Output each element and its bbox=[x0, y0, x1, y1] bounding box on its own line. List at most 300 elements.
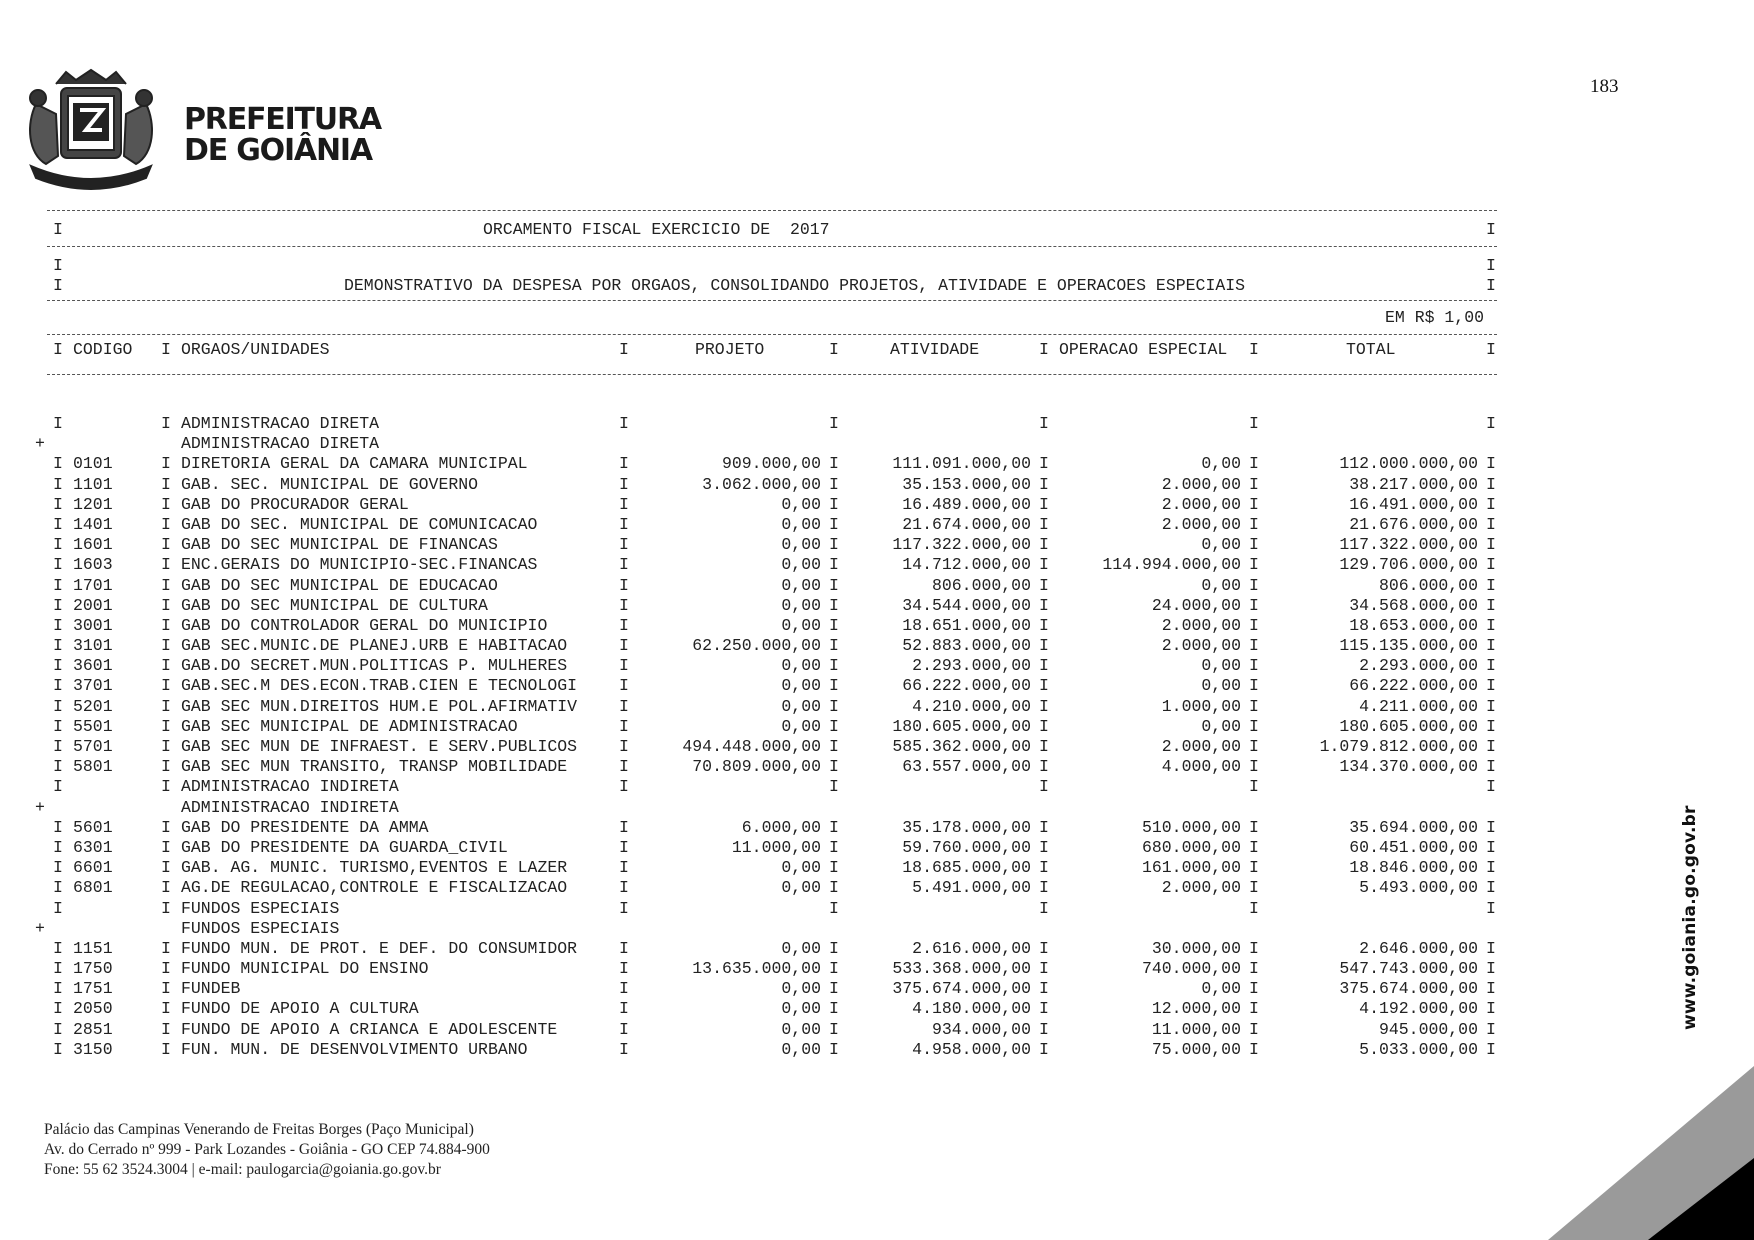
row-code: 5701 bbox=[73, 737, 113, 756]
border-mark: I bbox=[161, 555, 171, 575]
border-mark: I bbox=[1039, 878, 1049, 898]
border-mark: I bbox=[1249, 716, 1259, 736]
row-operacao: 0,00 bbox=[1201, 454, 1241, 474]
row-atividade: 4.958.000,00 bbox=[912, 1039, 1031, 1059]
row-name: FUNDEB bbox=[181, 979, 241, 999]
footer-line-1: Palácio das Campinas Venerando de Freitas Borges (Paço Municipal) bbox=[44, 1121, 474, 1138]
row-name: GAB DO PRESIDENTE DA GUARDA_CIVIL bbox=[181, 837, 508, 857]
row-total: 16.491.000,00 bbox=[1349, 494, 1478, 514]
border-mark: I bbox=[1486, 454, 1496, 474]
row-atividade: 111.091.000,00 bbox=[892, 454, 1031, 474]
expand-mark: + bbox=[35, 434, 45, 454]
row-total: 2.646.000,00 bbox=[1359, 938, 1478, 958]
border-mark: I bbox=[1249, 858, 1259, 878]
border-mark: I bbox=[1039, 737, 1049, 756]
border-mark: I bbox=[1486, 414, 1496, 433]
border-mark: I bbox=[1039, 494, 1049, 514]
row-projeto: 0,00 bbox=[781, 878, 821, 898]
row-operacao: 24.000,00 bbox=[1151, 595, 1241, 615]
border-mark: I bbox=[161, 595, 171, 615]
border-mark: I bbox=[1486, 959, 1496, 979]
row-atividade: 2.616.000,00 bbox=[912, 938, 1031, 958]
row-projeto: 62.250.000,00 bbox=[692, 636, 821, 656]
border-mark: I bbox=[1249, 777, 1259, 797]
expand-mark: + bbox=[35, 918, 45, 938]
border-mark: I bbox=[619, 474, 629, 494]
border-mark: I bbox=[53, 837, 63, 857]
border-mark: I bbox=[53, 696, 63, 716]
row-total: 21.676.000,00 bbox=[1349, 514, 1478, 534]
row-total: 134.370.000,00 bbox=[1339, 757, 1478, 777]
row-total: 2.293.000,00 bbox=[1359, 656, 1478, 676]
border-mark: I bbox=[829, 999, 839, 1019]
row-operacao: 740.000,00 bbox=[1141, 959, 1241, 979]
border-mark: I bbox=[619, 340, 629, 359]
footer-address bbox=[44, 1120, 490, 1180]
border-mark: I bbox=[619, 676, 629, 696]
border-mark: I bbox=[1486, 615, 1496, 635]
row-projeto: 0,00 bbox=[781, 575, 821, 595]
row-name: DIRETORIA GERAL DA CAMARA MUNICIPAL bbox=[181, 454, 528, 474]
border-mark: I bbox=[53, 1019, 63, 1039]
border-mark: I bbox=[829, 938, 839, 958]
border-mark: I bbox=[1486, 256, 1496, 275]
row-name: FUNDO DE APOIO A CRIANCA E ADOLESCENTE bbox=[181, 1019, 558, 1039]
border-mark: I bbox=[1249, 340, 1259, 359]
border-mark: I bbox=[1486, 716, 1496, 736]
border-mark: I bbox=[1486, 777, 1496, 797]
divider bbox=[47, 300, 1497, 301]
border-mark: I bbox=[53, 979, 63, 999]
border-mark: I bbox=[1486, 737, 1496, 756]
border-mark: I bbox=[1249, 1019, 1259, 1039]
border-mark: I bbox=[161, 757, 171, 777]
row-total: 945.000,00 bbox=[1378, 1019, 1478, 1039]
row-atividade: 4.210.000,00 bbox=[912, 696, 1031, 716]
border-mark: I bbox=[161, 656, 171, 676]
row-atividade: 5.491.000,00 bbox=[912, 878, 1031, 898]
row-code: 3701 bbox=[73, 676, 113, 696]
border-mark: I bbox=[829, 858, 839, 878]
border-mark: I bbox=[1486, 757, 1496, 777]
row-operacao: 0,00 bbox=[1201, 656, 1241, 676]
border-mark: I bbox=[53, 414, 63, 433]
row-total: 5.493.000,00 bbox=[1359, 878, 1478, 898]
row-projeto: 0,00 bbox=[781, 595, 821, 615]
row-code: 1751 bbox=[73, 979, 113, 999]
border-mark: I bbox=[1039, 938, 1049, 958]
border-mark: I bbox=[1039, 454, 1049, 474]
border-mark: I bbox=[1486, 535, 1496, 555]
border-mark: I bbox=[1249, 414, 1259, 433]
divider bbox=[47, 374, 1497, 375]
row-atividade: 21.674.000,00 bbox=[902, 514, 1031, 534]
row-name: ENC.GERAIS DO MUNICIPIO-SEC.FINANCAS bbox=[181, 555, 538, 575]
row-name: GAB SEC.MUNIC.DE PLANEJ.URB E HABITACAO bbox=[181, 636, 568, 656]
border-mark: I bbox=[161, 938, 171, 958]
border-mark: I bbox=[1249, 555, 1259, 575]
row-total: 115.135.000,00 bbox=[1339, 636, 1478, 656]
border-mark: I bbox=[53, 555, 63, 575]
border-mark: I bbox=[619, 737, 629, 756]
row-projeto: 0,00 bbox=[781, 999, 821, 1019]
border-mark: I bbox=[619, 454, 629, 474]
border-mark: I bbox=[161, 696, 171, 716]
border-mark: I bbox=[53, 474, 63, 494]
border-mark: I bbox=[1039, 514, 1049, 534]
border-mark: I bbox=[1249, 878, 1259, 898]
border-mark: I bbox=[1039, 636, 1049, 656]
brand-line-2: DE GOIÂNIA bbox=[184, 133, 372, 168]
border-mark: I bbox=[1249, 837, 1259, 857]
border-mark: I bbox=[161, 494, 171, 514]
footer-line-2: Av. do Cerrado nº 999 - Park Lozandes - Goiânia - GO CEP 74.884-900 bbox=[44, 1141, 490, 1158]
row-atividade: 52.883.000,00 bbox=[902, 636, 1031, 656]
website-url: www.goiania.go.gov.br bbox=[1680, 805, 1700, 1030]
row-name: GAB DO PROCURADOR GERAL bbox=[181, 494, 409, 514]
group-label: ADMINISTRACAO INDIRETA bbox=[181, 777, 399, 797]
currency-unit: EM R$ 1,00 bbox=[1385, 308, 1485, 327]
row-total: 18.846.000,00 bbox=[1349, 858, 1478, 878]
border-mark: I bbox=[161, 999, 171, 1019]
border-mark: I bbox=[1039, 716, 1049, 736]
border-mark: I bbox=[619, 938, 629, 958]
border-mark: I bbox=[161, 575, 171, 595]
border-mark: I bbox=[1249, 454, 1259, 474]
report-title: ORCAMENTO FISCAL EXERCICIO DE 2017 bbox=[483, 220, 830, 239]
border-mark: I bbox=[1039, 696, 1049, 716]
page-number: 183 bbox=[1590, 76, 1619, 97]
row-code: 1601 bbox=[73, 535, 113, 555]
row-projeto: 0,00 bbox=[781, 615, 821, 635]
row-total: 1.079.812.000,00 bbox=[1319, 737, 1478, 756]
border-mark: I bbox=[1039, 656, 1049, 676]
row-atividade: 59.760.000,00 bbox=[902, 837, 1031, 857]
border-mark: I bbox=[1486, 898, 1496, 918]
border-mark: I bbox=[53, 256, 63, 275]
border-mark: I bbox=[1249, 817, 1259, 837]
border-mark: I bbox=[1249, 575, 1259, 595]
border-mark: I bbox=[1039, 595, 1049, 615]
border-mark: I bbox=[53, 959, 63, 979]
row-projeto: 0,00 bbox=[781, 535, 821, 555]
border-mark: I bbox=[1486, 696, 1496, 716]
divider bbox=[47, 210, 1497, 211]
border-mark: I bbox=[53, 494, 63, 514]
row-code: 5501 bbox=[73, 716, 113, 736]
border-mark: I bbox=[1486, 340, 1496, 359]
border-mark: I bbox=[1486, 636, 1496, 656]
border-mark: I bbox=[1486, 817, 1496, 837]
border-mark: I bbox=[161, 858, 171, 878]
border-mark: I bbox=[53, 454, 63, 474]
border-mark: I bbox=[619, 696, 629, 716]
border-mark: I bbox=[829, 656, 839, 676]
border-mark: I bbox=[1486, 878, 1496, 898]
row-projeto: 494.448.000,00 bbox=[682, 737, 821, 756]
border-mark: I bbox=[1249, 757, 1259, 777]
row-atividade: 16.489.000,00 bbox=[902, 494, 1031, 514]
border-mark: I bbox=[161, 535, 171, 555]
row-atividade: 35.178.000,00 bbox=[902, 817, 1031, 837]
border-mark: I bbox=[1249, 474, 1259, 494]
row-projeto: 0,00 bbox=[781, 1039, 821, 1059]
border-mark: I bbox=[161, 1019, 171, 1039]
border-mark: I bbox=[1039, 474, 1049, 494]
row-operacao: 2.000,00 bbox=[1161, 737, 1241, 756]
group-label: ADMINISTRACAO DIRETA bbox=[181, 414, 380, 433]
border-mark: I bbox=[1039, 817, 1049, 837]
border-mark: I bbox=[1039, 898, 1049, 918]
border-mark: I bbox=[53, 615, 63, 635]
row-code: 6301 bbox=[73, 837, 113, 857]
border-mark: I bbox=[619, 878, 629, 898]
border-mark: I bbox=[161, 817, 171, 837]
row-projeto: 3.062.000,00 bbox=[702, 474, 821, 494]
border-mark: I bbox=[1249, 535, 1259, 555]
footer-line-3: Fone: 55 62 3524.3004 | e-mail: paulogarcia@goiania.go.gov.br bbox=[44, 1161, 441, 1178]
border-mark: I bbox=[1486, 575, 1496, 595]
row-total: 35.694.000,00 bbox=[1349, 817, 1478, 837]
border-mark: I bbox=[1039, 777, 1049, 797]
border-mark: I bbox=[1486, 858, 1496, 878]
row-projeto: 13.635.000,00 bbox=[692, 959, 821, 979]
row-name: FUN. MUN. DE DESENVOLVIMENTO URBANO bbox=[181, 1039, 528, 1059]
border-mark: I bbox=[829, 1039, 839, 1059]
border-mark: I bbox=[161, 474, 171, 494]
row-operacao: 2.000,00 bbox=[1161, 514, 1241, 534]
city-seal-icon bbox=[16, 64, 166, 194]
row-code: 6601 bbox=[73, 858, 113, 878]
border-mark: I bbox=[829, 636, 839, 656]
row-operacao: 2.000,00 bbox=[1161, 636, 1241, 656]
border-mark: I bbox=[829, 817, 839, 837]
subgroup-label: ADMINISTRACAO DIRETA bbox=[181, 434, 380, 454]
row-projeto: 0,00 bbox=[781, 938, 821, 958]
border-mark: I bbox=[619, 1039, 629, 1059]
border-mark: I bbox=[829, 514, 839, 534]
border-mark: I bbox=[619, 757, 629, 777]
border-mark: I bbox=[829, 757, 839, 777]
border-mark: I bbox=[1486, 656, 1496, 676]
border-mark: I bbox=[829, 837, 839, 857]
row-projeto: 0,00 bbox=[781, 696, 821, 716]
row-projeto: 0,00 bbox=[781, 514, 821, 534]
border-mark: I bbox=[1249, 959, 1259, 979]
row-name: GAB DO CONTROLADOR GERAL DO MUNICIPIO bbox=[181, 615, 548, 635]
border-mark: I bbox=[161, 615, 171, 635]
border-mark: I bbox=[53, 535, 63, 555]
row-code: 1750 bbox=[73, 959, 113, 979]
border-mark: I bbox=[53, 716, 63, 736]
border-mark: I bbox=[619, 999, 629, 1019]
border-mark: I bbox=[619, 514, 629, 534]
row-total: 117.322.000,00 bbox=[1339, 535, 1478, 555]
row-projeto: 0,00 bbox=[781, 716, 821, 736]
row-atividade: 18.685.000,00 bbox=[902, 858, 1031, 878]
report-subtitle: DEMONSTRATIVO DA DESPESA POR ORGAOS, CONSOLIDANDO PROJETOS, ATIVIDADE E OPERACOES ESPECIAIS bbox=[344, 276, 1246, 295]
border-mark: I bbox=[53, 878, 63, 898]
border-mark: I bbox=[1486, 276, 1496, 295]
row-code: 2851 bbox=[73, 1019, 113, 1039]
border-mark: I bbox=[829, 898, 839, 918]
row-operacao: 12.000,00 bbox=[1151, 999, 1241, 1019]
row-projeto: 11.000,00 bbox=[731, 837, 821, 857]
border-mark: I bbox=[161, 878, 171, 898]
border-mark: I bbox=[1486, 514, 1496, 534]
row-atividade: 375.674.000,00 bbox=[892, 979, 1031, 999]
divider bbox=[47, 246, 1497, 247]
header-projeto: PROJETO bbox=[695, 340, 765, 359]
border-mark: I bbox=[53, 999, 63, 1019]
row-name: FUNDO DE APOIO A CULTURA bbox=[181, 999, 419, 1019]
row-name: GAB.DO SECRET.MUN.POLITICAS P. MULHERES bbox=[181, 656, 568, 676]
group-label: FUNDOS ESPECIAIS bbox=[181, 898, 340, 918]
border-mark: I bbox=[53, 220, 63, 239]
row-operacao: 4.000,00 bbox=[1161, 757, 1241, 777]
border-mark: I bbox=[619, 636, 629, 656]
border-mark: I bbox=[829, 979, 839, 999]
border-mark: I bbox=[829, 1019, 839, 1039]
border-mark: I bbox=[1039, 555, 1049, 575]
border-mark: I bbox=[829, 615, 839, 635]
border-mark: I bbox=[1249, 615, 1259, 635]
border-mark: I bbox=[161, 676, 171, 696]
border-mark: I bbox=[1039, 575, 1049, 595]
row-code: 1401 bbox=[73, 514, 113, 534]
border-mark: I bbox=[161, 716, 171, 736]
border-mark: I bbox=[829, 555, 839, 575]
border-mark: I bbox=[53, 817, 63, 837]
row-total: 66.222.000,00 bbox=[1349, 676, 1478, 696]
border-mark: I bbox=[53, 276, 63, 295]
row-projeto: 0,00 bbox=[781, 676, 821, 696]
row-name: FUNDO MUN. DE PROT. E DEF. DO CONSUMIDOR bbox=[181, 938, 578, 958]
row-code: 5601 bbox=[73, 817, 113, 837]
row-total: 4.192.000,00 bbox=[1359, 999, 1478, 1019]
border-mark: I bbox=[161, 837, 171, 857]
table-header bbox=[47, 340, 1497, 362]
border-mark: I bbox=[1039, 858, 1049, 878]
expand-mark: + bbox=[35, 797, 45, 817]
border-mark: I bbox=[619, 716, 629, 736]
border-mark: I bbox=[829, 494, 839, 514]
border-mark: I bbox=[1039, 959, 1049, 979]
border-mark: I bbox=[829, 716, 839, 736]
row-name: GAB SEC MUN TRANSITO, TRANSP MOBILIDADE bbox=[181, 757, 568, 777]
row-atividade: 806.000,00 bbox=[931, 575, 1031, 595]
border-mark: I bbox=[53, 575, 63, 595]
row-code: 3601 bbox=[73, 656, 113, 676]
border-mark: I bbox=[829, 414, 839, 433]
border-mark: I bbox=[1039, 1019, 1049, 1039]
border-mark: I bbox=[53, 858, 63, 878]
row-total: 547.743.000,00 bbox=[1339, 959, 1478, 979]
row-name: AG.DE REGULACAO,CONTROLE E FISCALIZACAO bbox=[181, 878, 568, 898]
row-code: 1201 bbox=[73, 494, 113, 514]
row-operacao: 510.000,00 bbox=[1141, 817, 1241, 837]
border-mark: I bbox=[1249, 494, 1259, 514]
border-mark: I bbox=[619, 979, 629, 999]
row-code: 3001 bbox=[73, 615, 113, 635]
border-mark: I bbox=[829, 535, 839, 555]
border-mark: I bbox=[619, 615, 629, 635]
row-code: 6801 bbox=[73, 878, 113, 898]
row-operacao: 1.000,00 bbox=[1161, 696, 1241, 716]
border-mark: I bbox=[53, 636, 63, 656]
border-mark: I bbox=[53, 595, 63, 615]
header-atividade: ATIVIDADE bbox=[890, 340, 980, 359]
row-projeto: 0,00 bbox=[781, 656, 821, 676]
border-mark: I bbox=[1249, 656, 1259, 676]
row-code: 2050 bbox=[73, 999, 113, 1019]
row-total: 38.217.000,00 bbox=[1349, 474, 1478, 494]
border-mark: I bbox=[1039, 757, 1049, 777]
row-name: GAB DO SEC MUNICIPAL DE EDUCACAO bbox=[181, 575, 498, 595]
border-mark: I bbox=[1249, 979, 1259, 999]
border-mark: I bbox=[1249, 696, 1259, 716]
border-mark: I bbox=[161, 414, 171, 433]
border-mark: I bbox=[829, 474, 839, 494]
border-mark: I bbox=[1486, 1039, 1496, 1059]
row-code: 3101 bbox=[73, 636, 113, 656]
row-projeto: 909.000,00 bbox=[721, 454, 821, 474]
border-mark: I bbox=[53, 777, 63, 797]
border-mark: I bbox=[829, 575, 839, 595]
border-mark: I bbox=[619, 555, 629, 575]
row-total: 375.674.000,00 bbox=[1339, 979, 1478, 999]
border-mark: I bbox=[829, 878, 839, 898]
row-atividade: 934.000,00 bbox=[931, 1019, 1031, 1039]
border-mark: I bbox=[829, 777, 839, 797]
subgroup-label: ADMINISTRACAO INDIRETA bbox=[181, 797, 399, 817]
row-total: 5.033.000,00 bbox=[1359, 1039, 1478, 1059]
border-mark: I bbox=[161, 737, 171, 756]
border-mark: I bbox=[1486, 595, 1496, 615]
row-operacao: 11.000,00 bbox=[1151, 1019, 1241, 1039]
row-operacao: 30.000,00 bbox=[1151, 938, 1241, 958]
border-mark: I bbox=[829, 959, 839, 979]
row-name: GAB. SEC. MUNICIPAL DE GOVERNO bbox=[181, 474, 479, 494]
row-code: 5201 bbox=[73, 696, 113, 716]
row-projeto: 6.000,00 bbox=[741, 817, 821, 837]
row-total: 60.451.000,00 bbox=[1349, 837, 1478, 857]
border-mark: I bbox=[619, 777, 629, 797]
border-mark: I bbox=[1249, 938, 1259, 958]
border-mark: I bbox=[53, 676, 63, 696]
row-name: FUNDO MUNICIPAL DO ENSINO bbox=[181, 959, 429, 979]
row-projeto: 0,00 bbox=[781, 1019, 821, 1039]
row-atividade: 533.368.000,00 bbox=[892, 959, 1031, 979]
row-operacao: 114.994.000,00 bbox=[1102, 555, 1241, 575]
row-operacao: 2.000,00 bbox=[1161, 878, 1241, 898]
header-orgaos: ORGAOS/UNIDADES bbox=[181, 340, 330, 359]
border-mark: I bbox=[1039, 535, 1049, 555]
row-operacao: 161.000,00 bbox=[1141, 858, 1241, 878]
row-code: 1101 bbox=[73, 474, 113, 494]
border-mark: I bbox=[619, 414, 629, 433]
border-mark: I bbox=[1249, 676, 1259, 696]
row-atividade: 35.153.000,00 bbox=[902, 474, 1031, 494]
row-code: 1603 bbox=[73, 555, 113, 575]
border-mark: I bbox=[1486, 474, 1496, 494]
border-mark: I bbox=[829, 454, 839, 474]
border-mark: I bbox=[1249, 514, 1259, 534]
row-projeto: 0,00 bbox=[781, 555, 821, 575]
border-mark: I bbox=[1486, 938, 1496, 958]
border-mark: I bbox=[53, 1039, 63, 1059]
border-mark: I bbox=[619, 817, 629, 837]
